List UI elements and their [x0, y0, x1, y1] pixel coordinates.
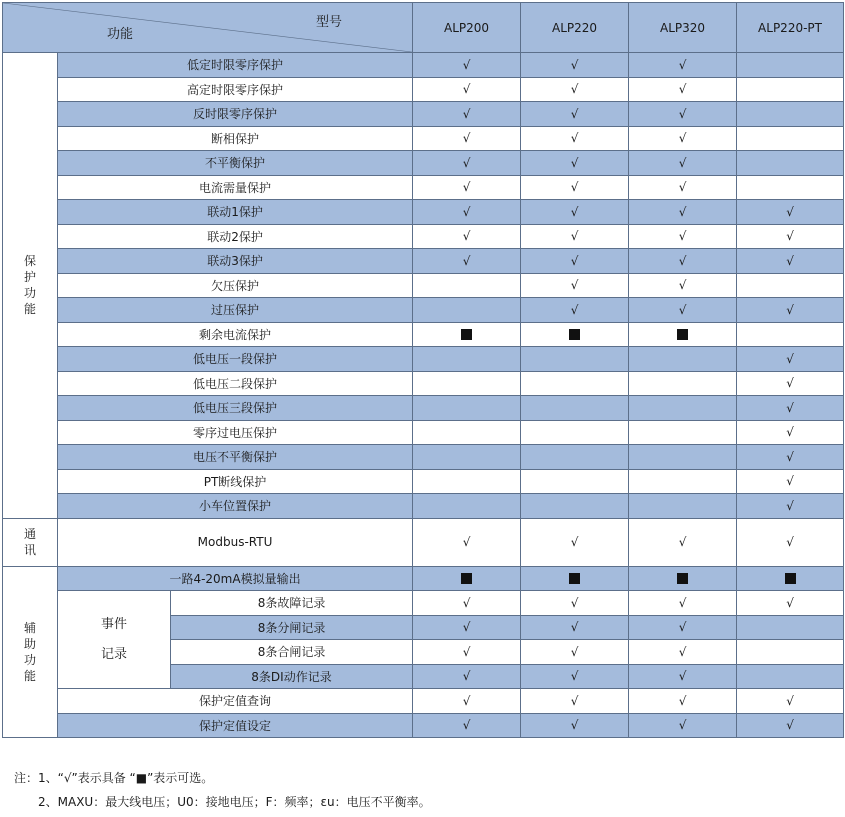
support-cell — [413, 664, 521, 689]
support-cell — [629, 713, 737, 738]
feature-name: 一路4-20mA模拟量输出 — [58, 566, 413, 591]
support-cell — [413, 151, 521, 176]
function-label: 功能 — [107, 27, 134, 42]
check-mark: √ — [570, 669, 579, 684]
check-mark: √ — [678, 82, 687, 97]
feature-name: PT断线保护 — [58, 469, 413, 494]
support-cell — [629, 53, 737, 78]
support-cell — [629, 689, 737, 714]
table-row — [3, 126, 844, 151]
group-event-record-char: 记录 — [100, 646, 127, 662]
support-cell — [413, 200, 521, 225]
check-mark: √ — [570, 718, 579, 733]
check-mark: √ — [462, 229, 471, 244]
table-row — [3, 200, 844, 225]
check-mark: √ — [462, 253, 471, 268]
support-cell — [521, 494, 629, 519]
feature-name: 低定时限零序保护 — [58, 53, 413, 78]
table-row — [3, 273, 844, 298]
feature-name: 高定时限零序保护 — [58, 77, 413, 102]
support-cell — [737, 53, 844, 78]
check-mark: √ — [678, 302, 687, 317]
check-mark: √ — [570, 229, 579, 244]
support-cell — [629, 615, 737, 640]
check-mark: √ — [678, 106, 687, 121]
check-mark: √ — [462, 155, 471, 170]
feature-name: 电压不平衡保护 — [58, 445, 413, 470]
group-communication — [3, 518, 58, 566]
support-cell — [629, 273, 737, 298]
check-mark: √ — [678, 693, 687, 708]
feature-name: 保护定值查询 — [58, 689, 413, 714]
support-cell — [413, 615, 521, 640]
support-cell — [521, 420, 629, 445]
feature-name: 联动3保护 — [58, 249, 413, 274]
check-mark: √ — [786, 535, 794, 549]
check-mark: √ — [570, 693, 579, 708]
support-cell — [629, 640, 737, 665]
support-cell — [521, 273, 629, 298]
support-cell — [521, 566, 629, 591]
feature-name: 不平衡保护 — [58, 151, 413, 176]
support-cell — [413, 713, 521, 738]
feature-name: 剩余电流保护 — [58, 322, 413, 347]
support-cell — [629, 298, 737, 323]
check-mark: √ — [570, 644, 579, 659]
support-cell — [413, 640, 521, 665]
check-mark: √ — [786, 718, 794, 733]
check-mark: √ — [570, 620, 579, 635]
support-cell — [737, 200, 844, 225]
check-mark: √ — [570, 595, 579, 610]
support-cell — [521, 200, 629, 225]
table-row — [3, 591, 844, 616]
support-cell — [521, 126, 629, 151]
check-mark: √ — [678, 535, 687, 549]
support-cell — [413, 371, 521, 396]
check-mark: √ — [462, 57, 471, 72]
check-mark: √ — [462, 693, 471, 708]
support-cell — [737, 420, 844, 445]
check-mark: √ — [570, 204, 579, 219]
optional-square-icon — [677, 329, 688, 340]
support-cell — [629, 322, 737, 347]
support-cell — [413, 322, 521, 347]
support-cell — [521, 77, 629, 102]
check-mark: √ — [678, 253, 687, 268]
support-cell — [629, 200, 737, 225]
note-2: 2、MAXU：最大线电压；U0：接地电压；F：频率；εu：电压不平衡率。 — [38, 795, 431, 809]
check-mark: √ — [678, 620, 687, 635]
feature-name: 8条DI动作记录 — [171, 664, 413, 689]
support-cell — [629, 664, 737, 689]
check-mark: √ — [462, 620, 471, 635]
support-cell — [737, 224, 844, 249]
check-mark: √ — [786, 351, 794, 366]
check-mark: √ — [570, 302, 579, 317]
support-cell — [521, 664, 629, 689]
feature-name: 断相保护 — [58, 126, 413, 151]
support-cell — [629, 77, 737, 102]
table-row — [3, 689, 844, 714]
support-cell — [737, 298, 844, 323]
support-cell — [737, 713, 844, 738]
table-row — [3, 53, 844, 78]
check-mark: √ — [786, 474, 794, 489]
model-header: ALP220 — [521, 3, 629, 53]
check-mark: √ — [570, 106, 579, 121]
check-mark: √ — [678, 57, 687, 72]
group-auxiliary-char: 能 — [23, 668, 36, 683]
check-mark: √ — [786, 498, 794, 513]
support-cell — [521, 224, 629, 249]
support-cell — [629, 591, 737, 616]
support-cell — [521, 713, 629, 738]
support-cell — [413, 518, 521, 566]
check-mark: √ — [678, 669, 687, 684]
notes — [14, 766, 431, 814]
check-mark: √ — [678, 180, 687, 195]
group-protection — [3, 53, 58, 519]
model-header: ALP200 — [413, 3, 521, 53]
model-header: ALP320 — [629, 3, 737, 53]
support-cell — [413, 420, 521, 445]
table-row — [3, 420, 844, 445]
optional-square-icon — [677, 573, 688, 584]
check-mark: √ — [786, 693, 794, 708]
feature-name: 反时限零序保护 — [58, 102, 413, 127]
group-auxiliary-char: 助 — [23, 636, 36, 651]
support-cell — [629, 102, 737, 127]
support-cell — [413, 445, 521, 470]
support-cell — [737, 640, 844, 665]
support-cell — [521, 469, 629, 494]
check-mark: √ — [462, 718, 471, 733]
feature-name: Modbus-RTU — [58, 518, 413, 566]
table-row — [3, 445, 844, 470]
support-cell — [413, 249, 521, 274]
support-cell — [629, 224, 737, 249]
support-cell — [629, 371, 737, 396]
feature-comparison-table — [2, 2, 844, 738]
group-protection-char: 保 — [23, 254, 36, 269]
support-cell — [737, 347, 844, 372]
feature-name: 联动1保护 — [58, 200, 413, 225]
group-auxiliary — [3, 566, 58, 738]
table-row — [3, 494, 844, 519]
check-mark: √ — [462, 535, 471, 549]
support-cell — [629, 420, 737, 445]
optional-square-icon — [569, 573, 580, 584]
table-row — [3, 77, 844, 102]
header-row — [3, 3, 844, 53]
check-mark: √ — [462, 644, 471, 659]
support-cell — [413, 494, 521, 519]
support-cell — [413, 298, 521, 323]
support-cell — [413, 396, 521, 421]
group-protection-char: 功 — [23, 286, 36, 301]
table-row — [3, 518, 844, 566]
table-row — [3, 175, 844, 200]
support-cell — [737, 615, 844, 640]
support-cell — [413, 224, 521, 249]
feature-name: 零序过电压保护 — [58, 420, 413, 445]
check-mark: √ — [570, 82, 579, 97]
feature-name: 过压保护 — [58, 298, 413, 323]
support-cell — [521, 151, 629, 176]
optional-square-icon — [461, 573, 472, 584]
support-cell — [737, 689, 844, 714]
optional-square-icon — [785, 573, 796, 584]
check-mark: √ — [786, 204, 794, 219]
support-cell — [521, 371, 629, 396]
support-cell — [629, 175, 737, 200]
check-mark: √ — [462, 131, 471, 146]
support-cell — [413, 591, 521, 616]
support-cell — [737, 249, 844, 274]
support-cell — [737, 664, 844, 689]
check-mark: √ — [570, 155, 579, 170]
corner-header — [3, 3, 413, 53]
check-mark: √ — [786, 376, 794, 391]
check-mark: √ — [678, 595, 687, 610]
feature-name: 低电压二段保护 — [58, 371, 413, 396]
support-cell — [737, 445, 844, 470]
group-communication-char: 讯 — [23, 543, 36, 557]
check-mark: √ — [462, 82, 471, 97]
support-cell — [629, 494, 737, 519]
support-cell — [737, 273, 844, 298]
note-1: 注：1、“√”表示具备 “■”表示可选。 — [14, 771, 214, 785]
model-header: ALP220-PT — [737, 3, 844, 53]
support-cell — [737, 591, 844, 616]
check-mark: √ — [570, 278, 579, 293]
group-auxiliary-char: 功 — [23, 652, 36, 667]
feature-name: 欠压保护 — [58, 273, 413, 298]
check-mark: √ — [570, 253, 579, 268]
support-cell — [629, 249, 737, 274]
group-event-record-char: 事件 — [100, 616, 127, 632]
table-row — [3, 469, 844, 494]
feature-name: 小车位置保护 — [58, 494, 413, 519]
support-cell — [737, 126, 844, 151]
support-cell — [629, 518, 737, 566]
feature-name: 低电压一段保护 — [58, 347, 413, 372]
check-mark: √ — [462, 595, 471, 610]
support-cell — [413, 53, 521, 78]
optional-square-icon — [461, 329, 472, 340]
support-cell — [413, 469, 521, 494]
support-cell — [737, 151, 844, 176]
support-cell — [413, 273, 521, 298]
support-cell — [737, 371, 844, 396]
support-cell — [413, 102, 521, 127]
support-cell — [521, 175, 629, 200]
check-mark: √ — [570, 535, 579, 549]
check-mark: √ — [786, 449, 794, 464]
support-cell — [737, 322, 844, 347]
table-row — [3, 224, 844, 249]
support-cell — [521, 615, 629, 640]
support-cell — [521, 689, 629, 714]
table-row — [3, 566, 844, 591]
table-row — [3, 371, 844, 396]
table-row — [3, 249, 844, 274]
support-cell — [413, 175, 521, 200]
support-cell — [521, 445, 629, 470]
feature-name: 8条分闸记录 — [171, 615, 413, 640]
check-mark: √ — [786, 400, 794, 415]
support-cell — [737, 175, 844, 200]
support-cell — [521, 53, 629, 78]
support-cell — [521, 518, 629, 566]
check-mark: √ — [570, 57, 579, 72]
check-mark: √ — [786, 595, 794, 610]
table-row — [3, 322, 844, 347]
check-mark: √ — [462, 180, 471, 195]
group-auxiliary-char: 辅 — [23, 620, 36, 635]
support-cell — [629, 445, 737, 470]
check-mark: √ — [570, 180, 579, 195]
check-mark: √ — [786, 229, 794, 244]
support-cell — [629, 469, 737, 494]
feature-name: 联动2保护 — [58, 224, 413, 249]
check-mark: √ — [570, 131, 579, 146]
support-cell — [521, 591, 629, 616]
feature-name: 保护定值设定 — [58, 713, 413, 738]
support-cell — [413, 126, 521, 151]
support-cell — [521, 322, 629, 347]
support-cell — [737, 102, 844, 127]
check-mark: √ — [678, 278, 687, 293]
check-mark: √ — [678, 644, 687, 659]
support-cell — [521, 102, 629, 127]
support-cell — [629, 566, 737, 591]
diagonal-line — [3, 3, 412, 52]
support-cell — [521, 347, 629, 372]
model-label: 型号 — [316, 15, 343, 30]
support-cell — [413, 689, 521, 714]
support-cell — [629, 126, 737, 151]
support-cell — [737, 494, 844, 519]
support-cell — [413, 77, 521, 102]
table-row — [3, 102, 844, 127]
check-mark: √ — [462, 669, 471, 684]
group-event-record — [58, 591, 171, 689]
support-cell — [629, 396, 737, 421]
support-cell — [629, 151, 737, 176]
support-cell — [521, 640, 629, 665]
feature-name: 低电压三段保护 — [58, 396, 413, 421]
feature-name: 8条故障记录 — [171, 591, 413, 616]
check-mark: √ — [678, 718, 687, 733]
support-cell — [521, 298, 629, 323]
check-mark: √ — [678, 204, 687, 219]
table-row — [3, 347, 844, 372]
table-row — [3, 713, 844, 738]
feature-name: 8条合闸记录 — [171, 640, 413, 665]
check-mark: √ — [786, 302, 794, 317]
feature-name: 电流需量保护 — [58, 175, 413, 200]
check-mark: √ — [462, 106, 471, 121]
support-cell — [521, 396, 629, 421]
group-protection-char: 能 — [23, 302, 36, 317]
group-protection-char: 护 — [23, 270, 36, 285]
check-mark: √ — [678, 131, 687, 146]
check-mark: √ — [786, 425, 794, 440]
check-mark: √ — [678, 155, 687, 170]
support-cell — [413, 566, 521, 591]
check-mark: √ — [462, 204, 471, 219]
support-cell — [413, 347, 521, 372]
support-cell — [737, 396, 844, 421]
support-cell — [737, 518, 844, 566]
check-mark: √ — [786, 253, 794, 268]
optional-square-icon — [569, 329, 580, 340]
support-cell — [521, 249, 629, 274]
table-row — [3, 298, 844, 323]
table-row — [3, 151, 844, 176]
table-row — [3, 396, 844, 421]
support-cell — [737, 77, 844, 102]
check-mark: √ — [678, 229, 687, 244]
support-cell — [629, 347, 737, 372]
support-cell — [737, 566, 844, 591]
group-communication-char: 通 — [23, 527, 36, 541]
support-cell — [737, 469, 844, 494]
